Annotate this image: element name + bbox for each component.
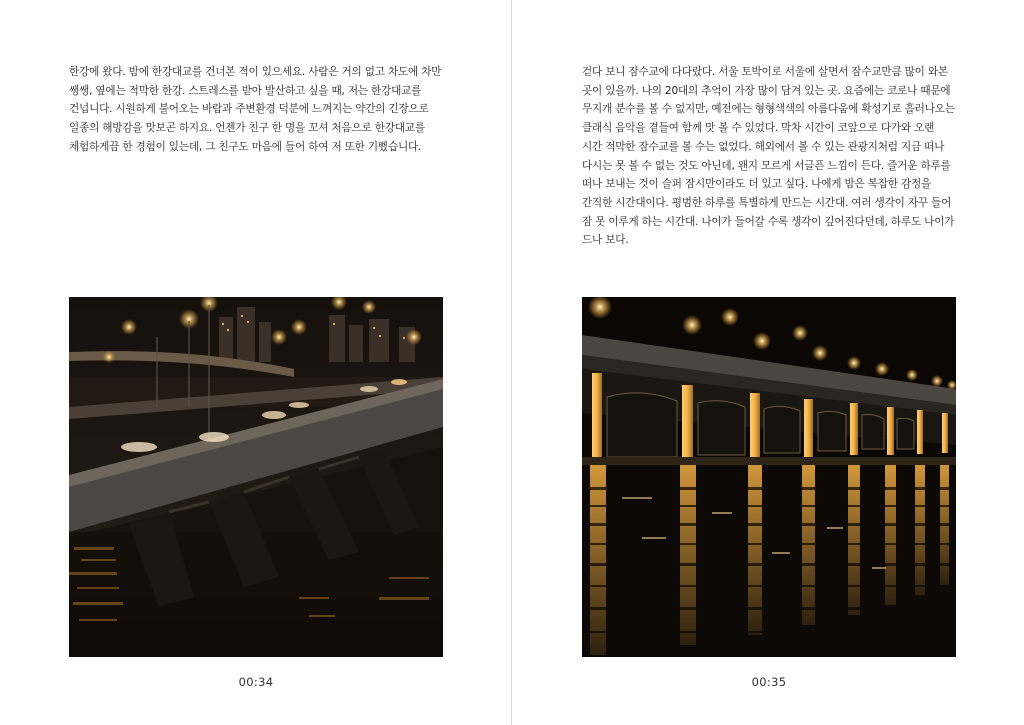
- right-page-timecode: 00:35: [751, 675, 787, 689]
- jamsugyo-bridge-night-photo: [582, 297, 956, 657]
- left-page-paragraph: 한강에 왔다. 밤에 한강대교를 건너본 적이 있으세요. 사람은 거의 없고 차도에 차만 쌩쌩, 옆에는 적막한 한강. 스트레스를 받아 발산하고 싶을 때, 저는 한강대교를 건넙니다. 시원하게 불어오는 바람과 주변환경 덕분에 느껴지는 약간의 긴장으로 일종의 해방감을 맛보곤 하지요. 언젠가 친구 한 명을 꼬셔 처음으로 한강대교를 체험하게끔 한 경험이 있는데, 그 친구도 마음에 들어 하여 저 또한 기뻤습니다.: [69, 66, 442, 153]
- hangang-bridge-night-photo: [69, 297, 443, 657]
- left-page-timecode: 00:34: [238, 675, 274, 689]
- jamsugyo-bridge-illustration: [582, 297, 956, 657]
- right-page: [512, 0, 1024, 725]
- hangang-bridge-illustration: [69, 297, 443, 657]
- right-page-paragraph: 걷다 보니 잠수교에 다다랐다. 서울 토박이로 서울에 살면서 잠수교만큼 많이 와본 곳이 있을까. 나의 20대의 추억이 가장 많이 담겨 있는 곳. 요즘에는 코로나 때문에 무지개 분수를 볼 수 없지만, 예전에는 형형색색의 아름다움에 확성기로 흘러나오는 클래식 음악을 곁들여 함께 맛 볼 수 있었다. 막차 시간이 코앞으로 다가와 오랜 시간 적막한 잠수교를 볼 수는 없었다. 해외에서 볼 수 있는 관광지처럼 지금 떠나 다시는 못 볼 수 없는 것도 아닌데, 왠지 모르게 서글픈 느낌이 든다. 즐거운 하루를 떠나 보내는 것이 슬퍼 잠시만이라도 더 있고 싶다. 나에게 밤은 복잡한 감정을 간직한 시간대이다. 평범한 하루를 특별하게 만드는 시간대. 여러 생각이 자꾸 들어 잠 못 이루게 하는 시간대. 나이가 들어갈 수록 생각이 깊어진다던데, 하루도 나이가 드나 보다.: [582, 66, 955, 247]
